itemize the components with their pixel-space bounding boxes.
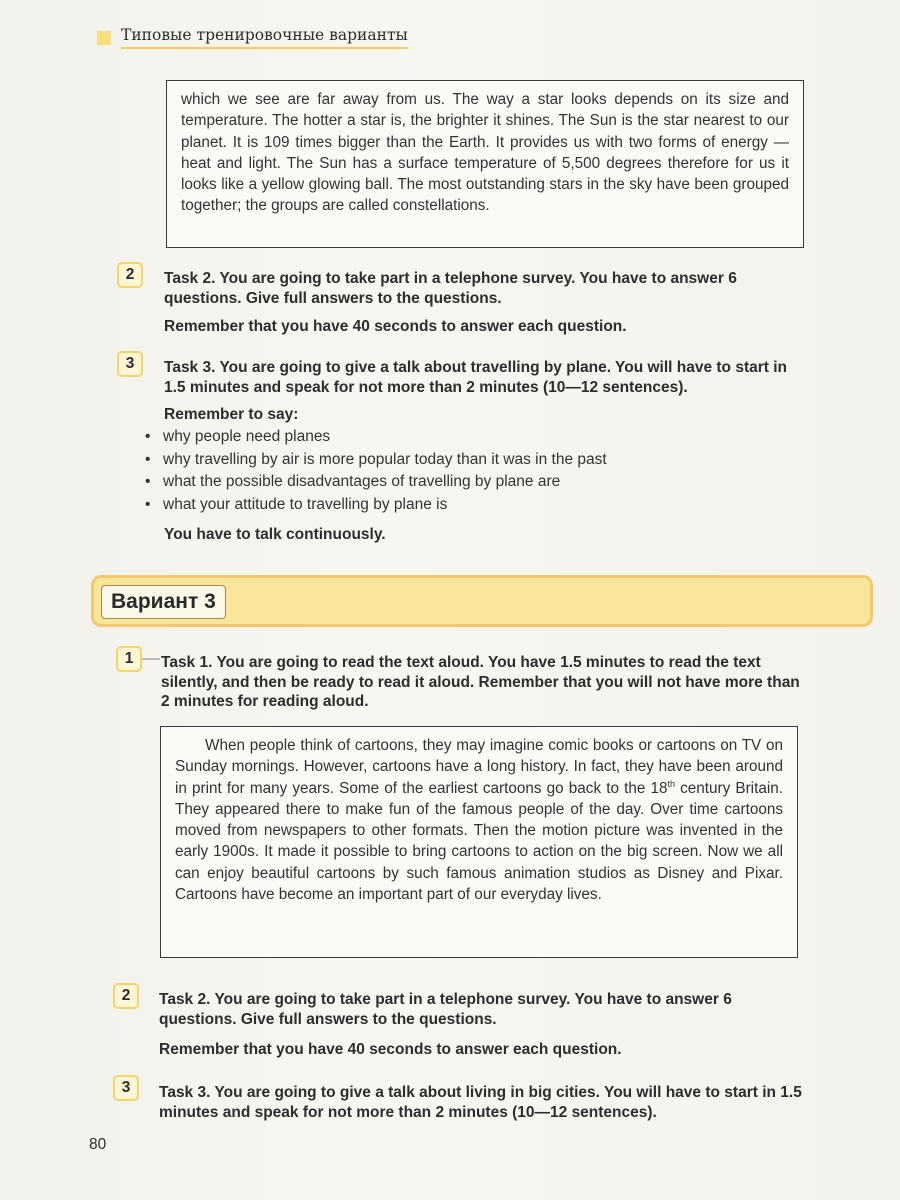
header-marker xyxy=(97,31,111,45)
task-number-badge: 1 xyxy=(116,646,142,672)
talk-points-list xyxy=(142,428,607,518)
task-2-instructions: Task 2. You are going to take part in a telephone survey. You have to answer 6 questions. Give full answers to the questions. xyxy=(164,270,737,307)
reading-text-box-2 xyxy=(160,726,798,958)
reading-text-box-1 xyxy=(166,80,804,248)
variant-title: Вариант 3 xyxy=(101,585,226,619)
list-item: • why travelling by air is more popular today than it was in the past xyxy=(145,450,607,468)
task-2-instructions-v3: Task 2. You are going to take part in a telephone survey. You have to answer 6 questions. Give full answers to the questions. xyxy=(159,991,732,1028)
task-number-badge: 2 xyxy=(117,262,143,288)
task-1-instructions: Task 1. You are going to read the text aloud. You have 1.5 minutes to read the text silently, and then be ready to read it aloud. Remember that you will not have more than 2 minutes for reading aloud. xyxy=(161,654,800,710)
list-item: • what the possible disadvantages of travelling by plane are xyxy=(145,473,561,490)
bullet-icon: • xyxy=(145,495,151,513)
running-header xyxy=(97,26,408,49)
task-3-instructions-v3: Task 3. You are going to give a talk about living in big cities. You will have to start in 1.5 minutes and speak for not more than 2 minutes (10—12 sentences). xyxy=(159,1084,802,1121)
task-2-remember: Remember that you have 40 seconds to answer each question. xyxy=(164,318,627,335)
talk-continuously-note: You have to talk continuously. xyxy=(164,526,386,543)
page-number: 80 xyxy=(89,1136,107,1153)
task-number-badge: 3 xyxy=(117,351,143,377)
task-connector-line xyxy=(142,658,160,660)
list-item: • why people need planes xyxy=(145,428,331,445)
task-3-instructions: Task 3. You are going to give a talk about travelling by plane. You will have to start in 1.5 minutes and speak for not more than 2 minutes (10—12 sentences). xyxy=(164,359,788,396)
header-title: Типовые тренировочные варианты xyxy=(121,26,408,49)
task-number-badge: 2 xyxy=(113,983,139,1009)
bullet-icon: • xyxy=(145,428,151,445)
variant-banner xyxy=(91,575,873,627)
list-item: • what your attitude to travelling by plane is xyxy=(145,495,448,513)
task-3-remember: Remember to say: xyxy=(164,406,299,423)
reading-text-1: which we see are far away from us. The way a star looks depends on its size and temperature. The hotter a star is, the brighter it shines. The Sun is the star nearest to our planet. It is 109 times bigger than the Earth. It provides us with two forms of energy — heat and light. The Sun has a surface temperature of 5,500 degrees therefore for us it looks like a yellow glowing ball. The most outstanding stars in the sky have been grouped together; the groups are called constellations. xyxy=(181,91,789,215)
bullet-icon: • xyxy=(145,450,151,468)
bullet-icon: • xyxy=(145,473,151,490)
task-number-badge: 3 xyxy=(113,1075,139,1101)
task-2-remember-v3: Remember that you have 40 seconds to answer each question. xyxy=(159,1041,622,1058)
reading-text-2: When people think of cartoons, they may imagine comic books or cartoons on TV on Sunday mornings. However, cartoons have a long history. In fact, they have been around in print for many years. Some of the earliest cartoons go back to the 18th century Britain. They appeared there to make fun of the famous people of the day. Over time cartoons moved from newspapers to other formats. Then the motion picture was invented in the early 1900s. It made it possible to bring cartoons to action on the big screen. Now we all can enjoy beautiful cartoons by such famous animation studios as Disney and Pixar. Cartoons have become an important part of our everyday lives. xyxy=(175,737,783,904)
